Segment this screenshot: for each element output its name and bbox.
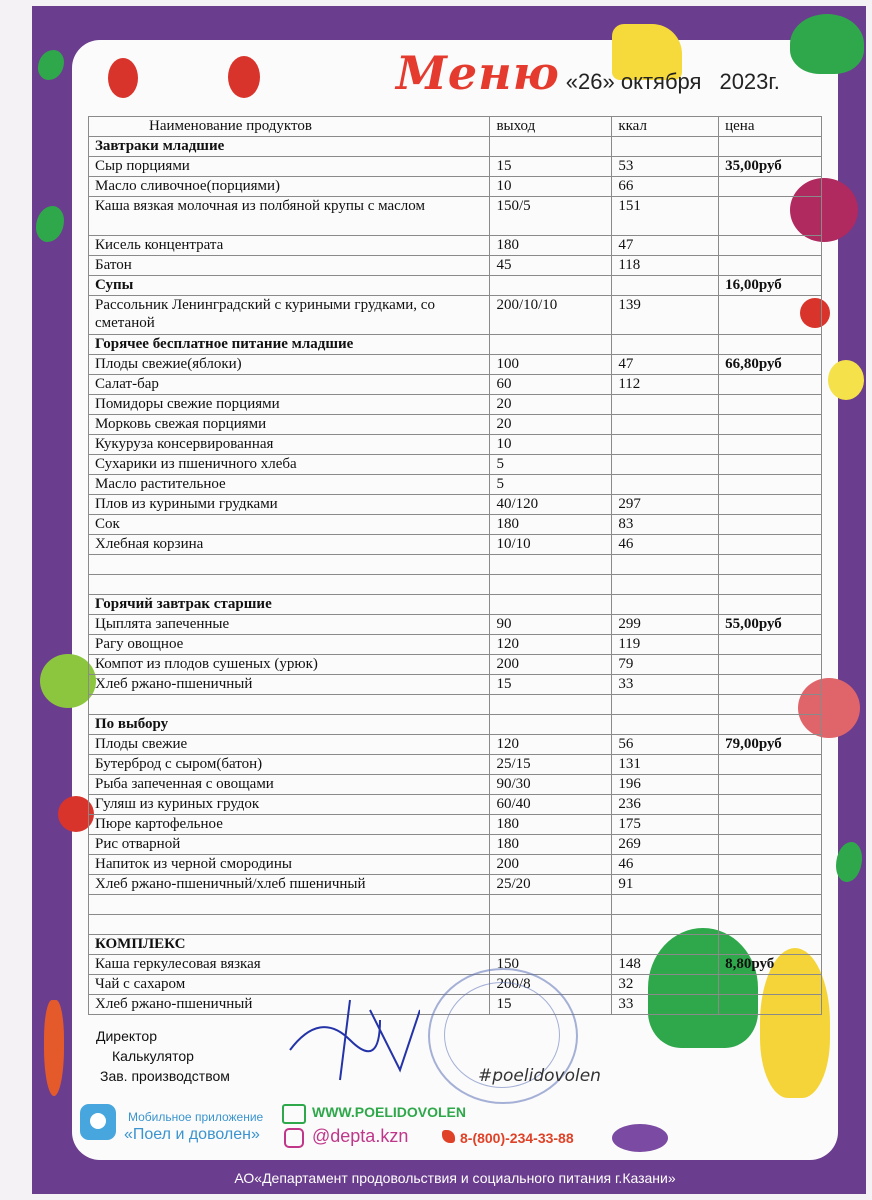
app-line-2: «Поел и доволен» bbox=[124, 1126, 260, 1143]
cell-output bbox=[490, 555, 612, 575]
organization-footer: АО«Департамент продовольствия и социального питания г.Казани» bbox=[234, 1170, 676, 1186]
cell-name: Плоды свежие(яблоки) bbox=[89, 355, 490, 375]
table-row bbox=[89, 157, 822, 177]
cell-name bbox=[89, 915, 490, 935]
instagram-handle[interactable]: @depta.kzn bbox=[312, 1126, 409, 1146]
cell-name: Хлебная корзина bbox=[89, 535, 490, 555]
signature-scribble bbox=[250, 990, 420, 1090]
cell-name: Рагу овощное bbox=[89, 635, 490, 655]
cell-output bbox=[490, 137, 612, 157]
cell-price bbox=[719, 137, 822, 157]
cell-name: Пюре картофельное bbox=[89, 815, 490, 835]
cell-price bbox=[719, 855, 822, 875]
cell-price bbox=[719, 595, 822, 615]
table-row bbox=[89, 755, 822, 775]
table-row bbox=[89, 296, 822, 335]
cell-price bbox=[719, 815, 822, 835]
section-title: КОМПЛЕКС bbox=[89, 935, 490, 955]
section-row bbox=[89, 935, 822, 955]
cell-price bbox=[719, 915, 822, 935]
cell-output bbox=[490, 335, 612, 355]
cell-output: 15 bbox=[490, 157, 612, 177]
section-row bbox=[89, 595, 822, 615]
tomato-character-2 bbox=[228, 56, 260, 98]
cell-price bbox=[719, 535, 822, 555]
website-link[interactable]: WWW.POELIDOVOLEN bbox=[312, 1104, 466, 1120]
table-row bbox=[89, 635, 822, 655]
section-title: Супы bbox=[89, 276, 490, 296]
table-row bbox=[89, 375, 822, 395]
cell-price: 35,00руб bbox=[719, 157, 822, 177]
cell-price bbox=[719, 177, 822, 197]
cell-price bbox=[719, 975, 822, 995]
cell-output: 120 bbox=[490, 735, 612, 755]
cell-output: 10/10 bbox=[490, 535, 612, 555]
cell-output bbox=[490, 715, 612, 735]
lemon-character bbox=[828, 360, 864, 400]
cell-name: Масло растительное bbox=[89, 475, 490, 495]
blank-row bbox=[89, 575, 822, 595]
cell-price bbox=[719, 515, 822, 535]
cell-output: 100 bbox=[490, 355, 612, 375]
cell-output: 90/30 bbox=[490, 775, 612, 795]
cell-kcal: 119 bbox=[612, 635, 719, 655]
cell-price bbox=[719, 395, 822, 415]
cell-kcal bbox=[612, 915, 719, 935]
app-thumbs-up-icon bbox=[80, 1104, 116, 1140]
cell-name: Напиток из черной смородины bbox=[89, 855, 490, 875]
cell-output: 10 bbox=[490, 435, 612, 455]
cell-output: 40/120 bbox=[490, 495, 612, 515]
col-header-name: Наименование продуктов bbox=[89, 117, 490, 137]
cell-price bbox=[719, 775, 822, 795]
cell-output bbox=[490, 575, 612, 595]
cell-price: 79,00руб bbox=[719, 735, 822, 755]
col-header-kcal: ккал bbox=[612, 117, 719, 137]
cell-price bbox=[719, 375, 822, 395]
section-title: Горячее бесплатное питание младшие bbox=[89, 335, 490, 355]
table-row bbox=[89, 735, 822, 755]
cell-output: 200 bbox=[490, 655, 612, 675]
cell-name: Салат-бар bbox=[89, 375, 490, 395]
cell-name: Гуляш из куриных грудок bbox=[89, 795, 490, 815]
cell-kcal: 56 bbox=[612, 735, 719, 755]
cell-kcal bbox=[612, 415, 719, 435]
cell-name: Хлеб ржано-пшеничный bbox=[89, 995, 490, 1015]
table-row bbox=[89, 256, 822, 276]
cell-kcal bbox=[612, 475, 719, 495]
cell-price bbox=[719, 675, 822, 695]
cell-output: 5 bbox=[490, 455, 612, 475]
cell-kcal bbox=[612, 335, 719, 355]
cell-price bbox=[719, 635, 822, 655]
cell-output bbox=[490, 895, 612, 915]
cell-price bbox=[719, 995, 822, 1015]
cell-price bbox=[719, 236, 822, 256]
table-row bbox=[89, 515, 822, 535]
cell-price bbox=[719, 795, 822, 815]
cell-name: Сухарики из пшеничного хлеба bbox=[89, 455, 490, 475]
cell-output: 120 bbox=[490, 635, 612, 655]
table-row bbox=[89, 177, 822, 197]
cell-name: Сок bbox=[89, 515, 490, 535]
cell-name: Хлеб ржано-пшеничный/хлеб пшеничный bbox=[89, 875, 490, 895]
section-title: По выбору bbox=[89, 715, 490, 735]
cell-name: Компот из плодов сушеных (урюк) bbox=[89, 655, 490, 675]
cell-price bbox=[719, 296, 822, 335]
cell-output: 20 bbox=[490, 395, 612, 415]
cell-kcal bbox=[612, 695, 719, 715]
section-row bbox=[89, 276, 822, 296]
cell-price bbox=[719, 655, 822, 675]
cell-output: 25/20 bbox=[490, 875, 612, 895]
table-row bbox=[89, 535, 822, 555]
cell-output: 180 bbox=[490, 815, 612, 835]
table-row bbox=[89, 875, 822, 895]
section-row bbox=[89, 715, 822, 735]
cell-price bbox=[719, 935, 822, 955]
table-row bbox=[89, 795, 822, 815]
cell-price bbox=[719, 495, 822, 515]
cell-kcal: 269 bbox=[612, 835, 719, 855]
cell-price bbox=[719, 335, 822, 355]
cell-kcal: 91 bbox=[612, 875, 719, 895]
phone-number[interactable]: 8-(800)-234-33-88 bbox=[460, 1130, 574, 1146]
cell-output: 180 bbox=[490, 236, 612, 256]
cell-price bbox=[719, 415, 822, 435]
cell-kcal: 46 bbox=[612, 855, 719, 875]
cell-price: 8,80руб bbox=[719, 955, 822, 975]
cell-kcal: 47 bbox=[612, 355, 719, 375]
col-header-price: цена bbox=[719, 117, 822, 137]
cell-output: 200 bbox=[490, 855, 612, 875]
cell-output: 20 bbox=[490, 415, 612, 435]
cell-price bbox=[719, 575, 822, 595]
cell-output: 180 bbox=[490, 835, 612, 855]
cell-kcal: 79 bbox=[612, 655, 719, 675]
cell-output: 10 bbox=[490, 177, 612, 197]
cell-name: Помидоры свежие порциями bbox=[89, 395, 490, 415]
phone-icon bbox=[442, 1130, 455, 1143]
cell-kcal bbox=[612, 895, 719, 915]
table-row bbox=[89, 855, 822, 875]
section-title: Завтраки младшие bbox=[89, 137, 490, 157]
cell-kcal: 32 bbox=[612, 975, 719, 995]
cell-kcal bbox=[612, 715, 719, 735]
table-row bbox=[89, 435, 822, 455]
tomato-character-1 bbox=[108, 58, 138, 98]
cell-kcal: 47 bbox=[612, 236, 719, 256]
cell-output: 15 bbox=[490, 675, 612, 695]
cell-price bbox=[719, 475, 822, 495]
menu-table bbox=[88, 116, 822, 1015]
cell-name: Рыба запеченная с овощами bbox=[89, 775, 490, 795]
blank-row bbox=[89, 695, 822, 715]
menu-day-month: «26» октября bbox=[565, 69, 702, 94]
cell-kcal: 118 bbox=[612, 256, 719, 276]
cell-name: Батон bbox=[89, 256, 490, 276]
cell-output bbox=[490, 915, 612, 935]
cell-kcal: 131 bbox=[612, 755, 719, 775]
table-row bbox=[89, 495, 822, 515]
cell-name: Чай с сахаром bbox=[89, 975, 490, 995]
cell-kcal: 46 bbox=[612, 535, 719, 555]
blank-row bbox=[89, 915, 822, 935]
cell-kcal: 33 bbox=[612, 675, 719, 695]
cell-price: 66,80руб bbox=[719, 355, 822, 375]
cell-kcal bbox=[612, 395, 719, 415]
cell-name: Рис отварной bbox=[89, 835, 490, 855]
cell-kcal: 148 bbox=[612, 955, 719, 975]
cell-output: 60/40 bbox=[490, 795, 612, 815]
table-header-row bbox=[89, 117, 822, 137]
section-title: Горячий завтрак старшие bbox=[89, 595, 490, 615]
cell-output: 150 bbox=[490, 955, 612, 975]
menu-year: 2023г. bbox=[719, 69, 780, 94]
cell-kcal bbox=[612, 935, 719, 955]
cell-output: 45 bbox=[490, 256, 612, 276]
cell-kcal: 299 bbox=[612, 615, 719, 635]
table-row bbox=[89, 675, 822, 695]
instagram-icon bbox=[284, 1128, 304, 1148]
cell-output bbox=[490, 276, 612, 296]
cell-price bbox=[719, 256, 822, 276]
table-row bbox=[89, 955, 822, 975]
cell-kcal: 297 bbox=[612, 495, 719, 515]
cell-price: 16,00руб bbox=[719, 276, 822, 296]
website-icon bbox=[282, 1104, 306, 1124]
calculator-label: Калькулятор bbox=[112, 1048, 194, 1064]
cell-name: Цыплята запеченные bbox=[89, 615, 490, 635]
cell-kcal: 83 bbox=[612, 515, 719, 535]
menu-date bbox=[566, 69, 780, 95]
cell-output: 90 bbox=[490, 615, 612, 635]
table-row bbox=[89, 775, 822, 795]
table-row bbox=[89, 236, 822, 256]
cell-kcal bbox=[612, 595, 719, 615]
cell-kcal bbox=[612, 435, 719, 455]
cell-kcal: 112 bbox=[612, 375, 719, 395]
table-row bbox=[89, 197, 822, 236]
cell-kcal: 139 bbox=[612, 296, 719, 335]
candy-icon bbox=[612, 1124, 668, 1152]
cell-price bbox=[719, 835, 822, 855]
cell-kcal bbox=[612, 137, 719, 157]
cell-name: Морковь свежая порциями bbox=[89, 415, 490, 435]
cell-name: Рассольник Ленинградский с куриными грудками, со сметаной bbox=[89, 296, 490, 335]
cell-kcal bbox=[612, 575, 719, 595]
cell-kcal: 175 bbox=[612, 815, 719, 835]
table-row bbox=[89, 815, 822, 835]
section-row bbox=[89, 335, 822, 355]
cell-price bbox=[719, 435, 822, 455]
cell-kcal bbox=[612, 555, 719, 575]
cell-name: Каша вязкая молочная из полбяной крупы с маслом bbox=[89, 197, 490, 236]
cell-output: 15 bbox=[490, 995, 612, 1015]
cell-output: 5 bbox=[490, 475, 612, 495]
cell-price bbox=[719, 455, 822, 475]
table-row bbox=[89, 615, 822, 635]
cell-output bbox=[490, 935, 612, 955]
cell-kcal: 196 bbox=[612, 775, 719, 795]
table-row bbox=[89, 395, 822, 415]
cell-name: Масло сливочное(порциями) bbox=[89, 177, 490, 197]
cell-output: 200/8 bbox=[490, 975, 612, 995]
blank-row bbox=[89, 895, 822, 915]
cell-kcal: 53 bbox=[612, 157, 719, 177]
cell-price bbox=[719, 695, 822, 715]
cell-name: Каша геркулесовая вязкая bbox=[89, 955, 490, 975]
cell-kcal: 151 bbox=[612, 197, 719, 236]
cell-name: Хлеб ржано-пшеничный bbox=[89, 675, 490, 695]
cell-name bbox=[89, 895, 490, 915]
cell-name bbox=[89, 695, 490, 715]
cell-name: Кукуруза консервированная bbox=[89, 435, 490, 455]
table-row bbox=[89, 415, 822, 435]
cell-kcal: 33 bbox=[612, 995, 719, 1015]
table-row bbox=[89, 655, 822, 675]
menu-title: Меню bbox=[396, 46, 560, 100]
cell-price bbox=[719, 875, 822, 895]
carrot-left bbox=[44, 1000, 64, 1096]
table-row bbox=[89, 355, 822, 375]
cell-price: 55,00руб bbox=[719, 615, 822, 635]
blank-row bbox=[89, 555, 822, 575]
production-head-label: Зав. производством bbox=[100, 1068, 230, 1084]
cell-kcal: 66 bbox=[612, 177, 719, 197]
section-row bbox=[89, 137, 822, 157]
cell-name bbox=[89, 555, 490, 575]
cell-kcal: 236 bbox=[612, 795, 719, 815]
cell-output: 60 bbox=[490, 375, 612, 395]
cell-name bbox=[89, 575, 490, 595]
app-line-1: Мобильное приложение bbox=[128, 1110, 264, 1124]
cell-name: Бутерброд с сыром(батон) bbox=[89, 755, 490, 775]
cell-output: 150/5 bbox=[490, 197, 612, 236]
cell-output: 200/10/10 bbox=[490, 296, 612, 335]
cell-name: Плоды свежие bbox=[89, 735, 490, 755]
cell-price bbox=[719, 755, 822, 775]
cell-price bbox=[719, 715, 822, 735]
table-row bbox=[89, 835, 822, 855]
cell-price bbox=[719, 895, 822, 915]
cell-output: 180 bbox=[490, 515, 612, 535]
table-row bbox=[89, 475, 822, 495]
cell-name: Кисель концентрата bbox=[89, 236, 490, 256]
cell-kcal bbox=[612, 276, 719, 296]
cell-output: 25/15 bbox=[490, 755, 612, 775]
cell-price bbox=[719, 197, 822, 236]
menu-table-body bbox=[89, 117, 822, 1015]
broccoli-top-right bbox=[790, 14, 864, 74]
director-label: Директор bbox=[96, 1028, 157, 1044]
cell-output bbox=[490, 695, 612, 715]
cell-output bbox=[490, 595, 612, 615]
hashtag: #poelidovolen bbox=[478, 1066, 601, 1086]
cell-price bbox=[719, 555, 822, 575]
cell-name: Плов из куриными грудками bbox=[89, 495, 490, 515]
cell-name: Сыр порциями bbox=[89, 157, 490, 177]
cell-kcal bbox=[612, 455, 719, 475]
col-header-output: выход bbox=[490, 117, 612, 137]
menu-heading bbox=[396, 46, 780, 106]
table-row bbox=[89, 455, 822, 475]
